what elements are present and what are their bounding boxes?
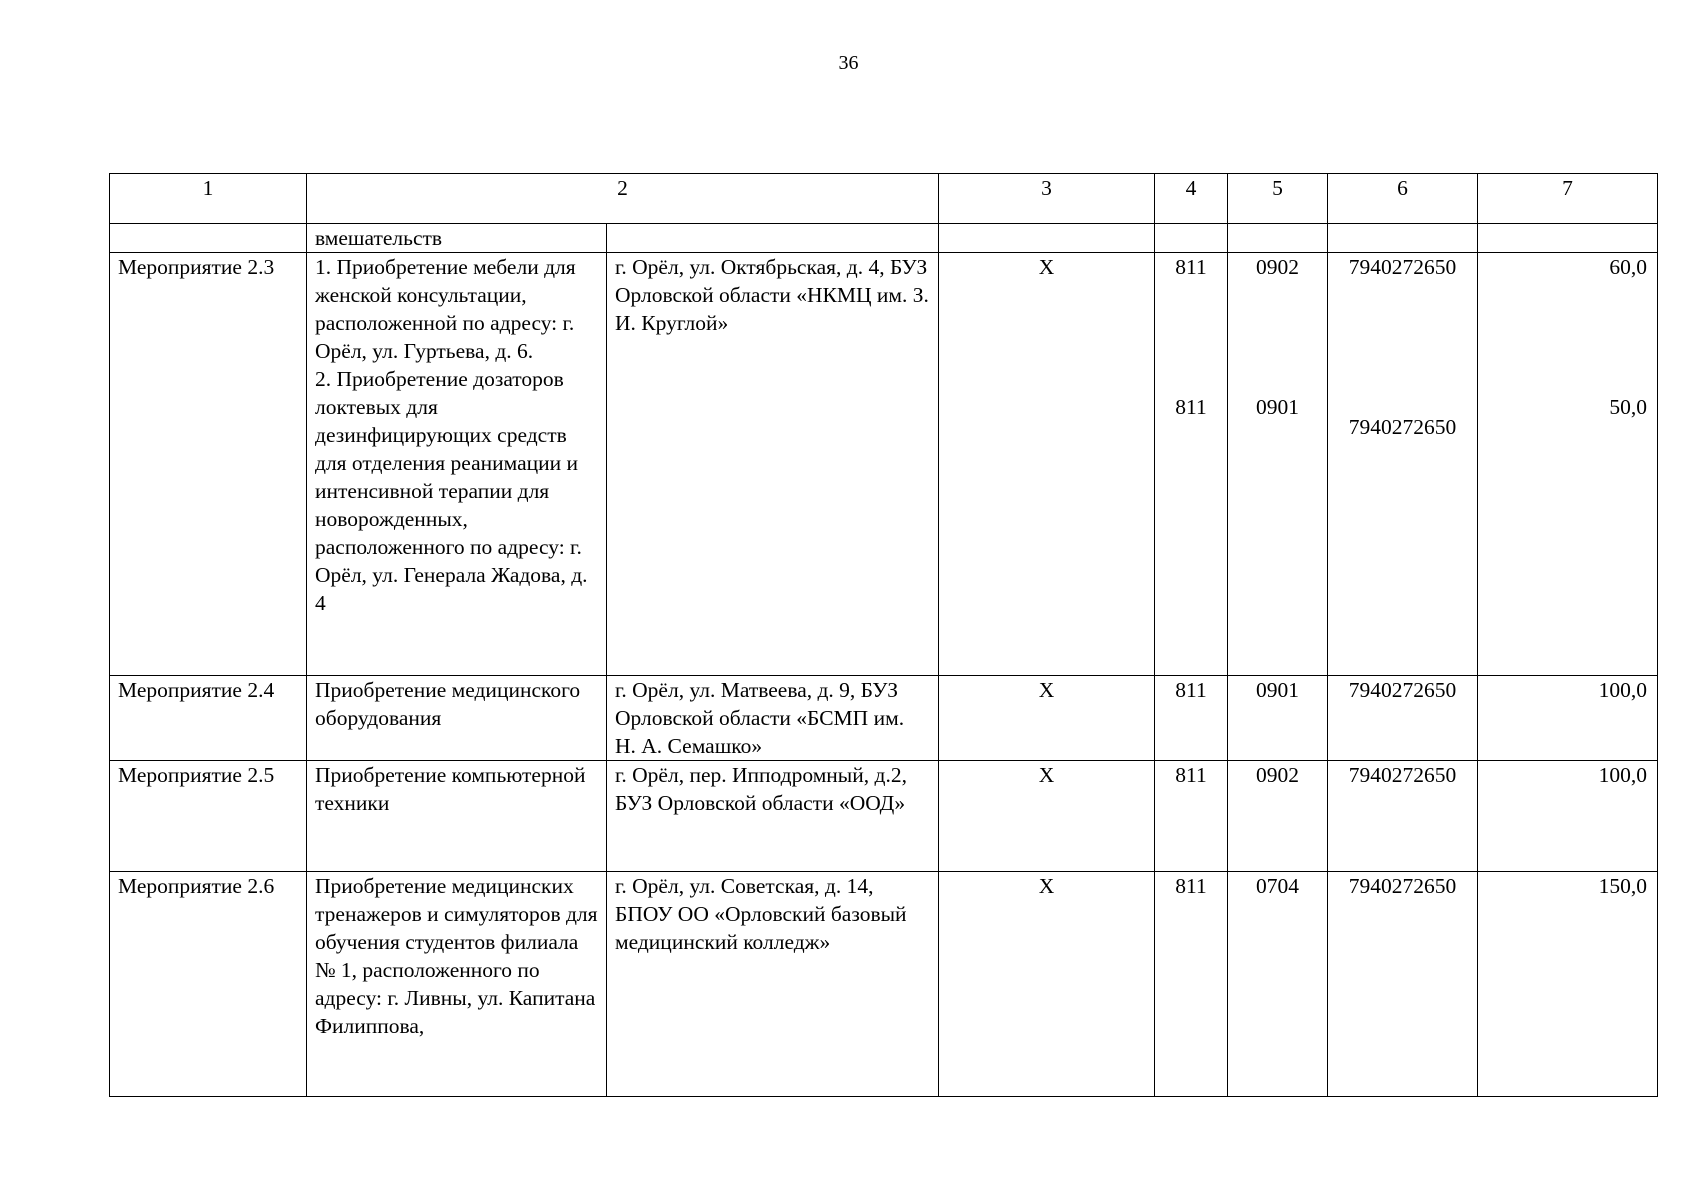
col6-cell: 7940272650 [1328,676,1478,761]
col4-cell: 811 [1155,676,1228,761]
continuation-description: вмешательств [307,224,607,253]
col6-cell [1328,253,1478,676]
col6-cell: 7940272650 [1328,761,1478,872]
cell-empty [1155,224,1228,253]
col6-value-2: 7940272650 [1348,415,1457,439]
col3-cell: Х [939,253,1155,676]
header-row [110,174,1658,224]
header-cell-4: 4 [1155,174,1228,224]
col5-value-2: 0901 [1256,395,1299,419]
header-cell-5: 5 [1228,174,1328,224]
header-cell-6: 6 [1328,174,1478,224]
cell-empty [1328,224,1478,253]
address-cell: г. Орёл, пер. Ипподромный, д.2, БУЗ Орловской области «ООД» [607,761,939,872]
address-cell: г. Орёл, ул. Октябрьская, д. 4, БУЗ Орловской области «НКМЦ им. З. И. Круглой» [607,253,939,676]
table-row [110,761,1658,872]
budget-table [109,173,1658,1097]
header-cell-1: 1 [110,174,307,224]
table-row [110,676,1658,761]
cell-empty [939,224,1155,253]
col4-cell: 811 [1155,872,1228,1097]
cell-empty [1478,224,1658,253]
event-cell: Мероприятие 2.6 [110,872,307,1097]
table-row [110,872,1658,1097]
description-part-1: 1. Приобретение мебели для женской консультации, расположенной по адресу: г. Орёл, ул. Гуртьева, д. 6. [315,255,576,363]
continuation-row [110,224,1658,253]
col4-cell [1155,253,1228,676]
address-cell: г. Орёл, ул. Советская, д. 14, БПОУ ОО «Орловский базовый медицинский колледж» [607,872,939,1097]
description-cell: Приобретение компьютерной техники [307,761,607,872]
cell-empty [607,224,939,253]
col4-value-2: 811 [1175,395,1207,419]
col7-cell: 100,0 [1478,676,1658,761]
col7-cell [1478,253,1658,676]
description-cell [307,253,607,676]
col5-cell [1228,253,1328,676]
cell-empty [110,224,307,253]
col5-cell: 0902 [1228,761,1328,872]
col5-cell: 0704 [1228,872,1328,1097]
col5-cell: 0901 [1228,676,1328,761]
col6-cell: 7940272650 [1328,872,1478,1097]
col7-cell: 150,0 [1478,872,1658,1097]
event-cell: Мероприятие 2.3 [110,253,307,676]
event-cell: Мероприятие 2.4 [110,676,307,761]
address-cell: г. Орёл, ул. Матвеева, д. 9, БУЗ Орловской области «БСМП им. Н. А. Семашко» [607,676,939,761]
col7-value-2: 50,0 [1609,395,1647,419]
cell-empty [1228,224,1328,253]
col7-value-1: 60,0 [1609,255,1647,279]
col7-cell: 100,0 [1478,761,1658,872]
description-cell: Приобретение медицинского оборудования [307,676,607,761]
col5-value-1: 0902 [1256,255,1299,279]
col3-cell: Х [939,761,1155,872]
col4-value-1: 811 [1175,255,1207,279]
header-cell-3: 3 [939,174,1155,224]
col6-value-1: 7940272650 [1348,255,1457,279]
event-cell: Мероприятие 2.5 [110,761,307,872]
col4-cell: 811 [1155,761,1228,872]
description-part-2: 2. Приобретение дозаторов локтевых для дезинфицирующих средств для отделения реанимации и интенсивной терапии для новорожденных, расположенного по адресу: г. Орёл, ул. Генерала Жадова, д. 4 [315,367,588,615]
col3-cell: Х [939,872,1155,1097]
col3-cell: Х [939,676,1155,761]
header-cell-2: 2 [307,174,939,224]
page-number: 36 [838,52,859,74]
header-cell-7: 7 [1478,174,1658,224]
description-cell: Приобретение медицинских тренажеров и симуляторов для обучения студентов филиала № 1, расположенного по адресу: г. Ливны, ул. Капитана Филиппова, [307,872,607,1097]
table-row [110,253,1658,676]
